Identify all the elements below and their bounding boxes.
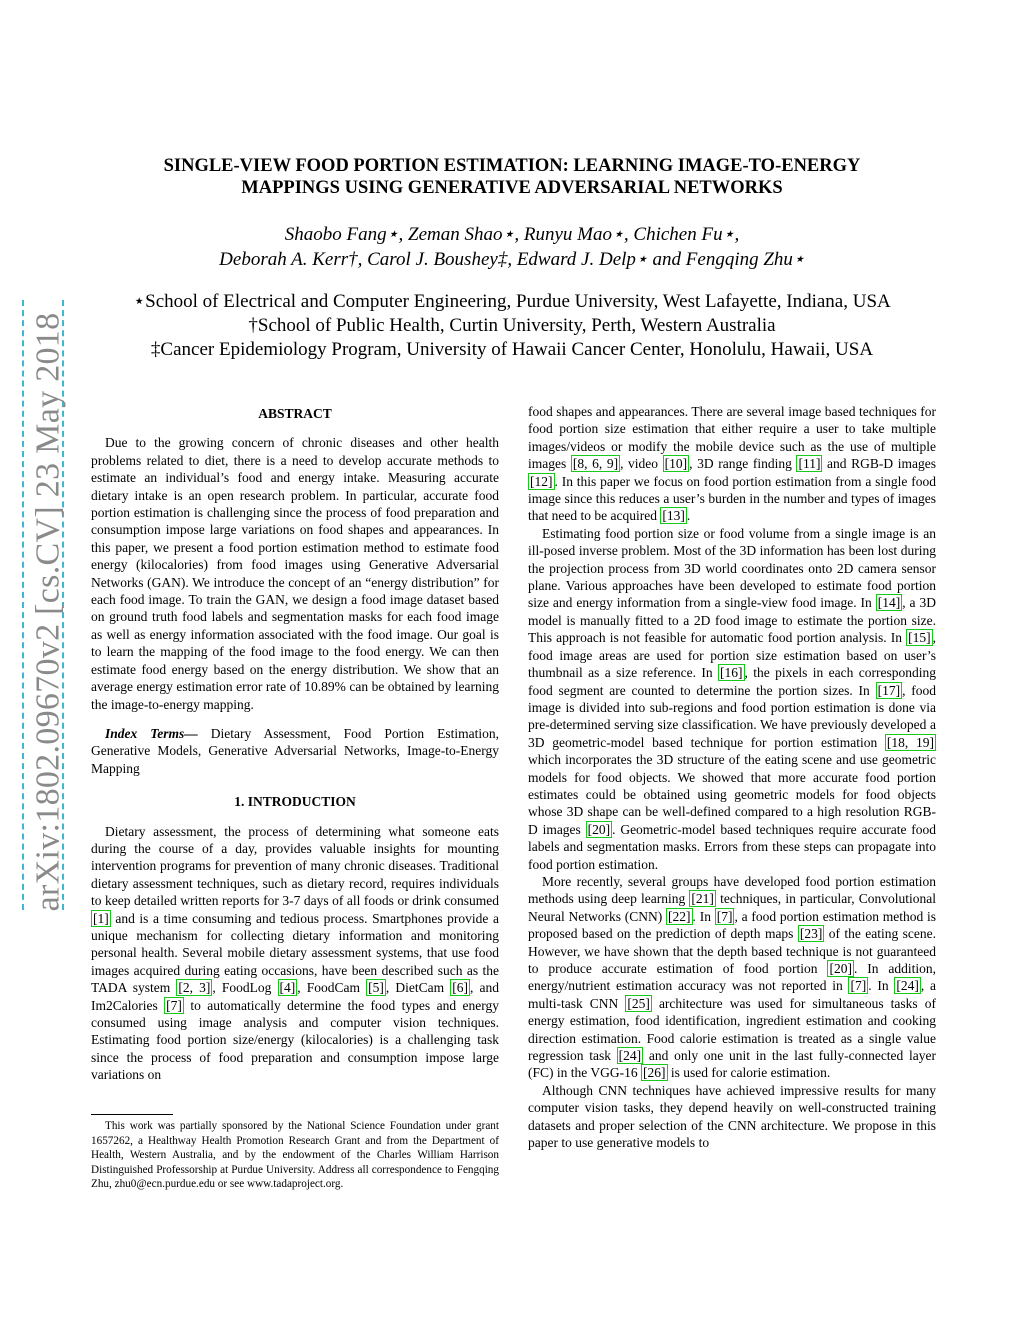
body-text: . In this paper we focus on food portion estimation from a single food image since this reduces a user’s burden in the number and types of images that need to be acquired [528,473,936,524]
body-text: , a 3D model is manually fitted to a 2D food image to estimate the portion size. This approach is not feasible for automatic food portion analysis. In [528,595,936,646]
body-text: . In [692,908,715,924]
intro-paragraph-1 [91,823,499,1084]
body-text: . [686,508,691,524]
body-text: techniques, in particular, Convolutional Neural Networks (CNN) [528,891,936,924]
footnote [91,1119,499,1192]
citation-link[interactable]: [13] [662,508,685,524]
body-text: which incorporates the 3D structure of the eating scene and use geometric models for food objects. We showed that more accurate food portion estimates could be obtained using geometric models for food objects whose 3D shape can be well-defined compared to a high resolution RGB-D images [528,752,936,837]
citation-link[interactable]: [20] [829,961,852,976]
body-text: Estimating food portion size or food volume from a single image is an ill-posed inverse problem. Most of the 3D information has been lost during the projection process from 3D world coordinates onto 2D camera sensor plane. Various approaches have been developed to estimate food portion size and energy information from a single-view food image. In [528,525,936,611]
index-terms [91,725,499,777]
intro-text: Dietary assessment, the process of determining what someone eats during the course of a day, provides valuable insights for mounting intervention programs for prevention of many chronic diseases. Traditional dietary assessment techniques, such as dietary record, requires individuals to keep detailed written reports for 3-7 days of all foods or drink consumed [91,823,499,909]
citation-link[interactable]: [26] [643,1065,666,1081]
citation-link[interactable]: [10] [664,456,688,472]
body-text: More recently, several groups have developed food portion estimation methods using deep learning [528,873,936,907]
body-text: of the eating scene. However, we have shown that the depth based technique is not guaranteed to produce accurate estimation of food portion [528,926,936,976]
body-text: , food image areas are used for portion size estimation based on user’s thumbnail as a size reference. In [528,630,936,681]
title-line-1: SINGLE-VIEW FOOD PORTION ESTIMATION: LEARNING IMAGE-TO-ENERGY [163,156,861,176]
citation-link[interactable]: [12] [530,473,553,489]
body-paragraph-3 [528,873,936,1082]
body-text: and only one unit in the last fully-connected layer (FC) in the VGG-16 [528,1048,936,1081]
authors-line-2: Deborah A. Kerr†, Carol J. Boushey‡, Edward J. Delp⋆ and Fengqing Zhu⋆ [219,249,805,270]
body-paragraph-4: Although CNN techniques have achieved impressive results for many computer vision tasks, they depend heavily on well-constructed training datasets and proper selection of the CNN architecture. We propose in this paper to use generative models to [528,1082,936,1151]
affiliation-curtin: †School of Public Health, Curtin University, Perth, Western Australia [248,315,776,336]
body-text: is used for calorie estimation. [667,1065,831,1081]
citation-link[interactable]: [14] [877,595,901,611]
arxiv-id-text: arXiv:1802.09670v2 [cs.CV] 23 May 2018 [29,312,66,912]
footnote-rule [91,1114,173,1115]
affiliations [100,290,924,362]
intro-text: to automatically determine the food types and energy consumed using image analysis and computer vision techniques. Estimating food portion size/energy (kilocalories) is a challenging task since the process of food preparation and consumption impose large variations on [91,997,499,1083]
citation-link[interactable]: [5] [368,980,384,996]
body-text: , the pixels in each corresponding food segment are counted to determine the portion sizes. In [528,665,936,698]
citation-link[interactable]: [2, 3] [178,980,211,996]
abstract-heading: ABSTRACT [258,406,332,421]
body-text: , video [620,456,663,472]
abstract-text: Due to the growing concern of chronic diseases and other health problems related to diet, there is a need to develop accurate methods to estimate an individual’s food and energy intake. Measuring accurate dietary intake is an open research problem. In particular, accurate food portion estimation is challenging since the process of food preparation and consumption impose large variations on food shapes and appearances. In this paper, we present a food portion estimation method to estimate food energy (kilocalories) from food images using Generative Adversarial Networks (GAN). We introduce the concept of an “energy distribution” for each food image. To train the GAN, we design a food image dataset based on ground truth food labels and segmentation masks for each food image as well as energy information associated with the food image. Our goal is to learn the mapping of the food image to the food energy. We can then estimate food energy based on the energy distribution. We show that an average energy estimation error rate of 10.89% can be obtained by learning the image-to-energy mapping. [91,435,499,712]
citation-link[interactable]: [7] [166,997,182,1013]
citation-link[interactable]: [25] [627,995,650,1011]
citation-link[interactable]: [17] [877,682,901,698]
citation-link[interactable]: [8, 6, 9] [572,456,619,472]
citation-link[interactable]: [6] [452,980,468,996]
paper-title [110,155,914,199]
intro-text: and is a time consuming and tedious process. Smartphones provide a unique mechanism for collecting dietary information and monitoring personal health. Several mobile dietary assessment systems, that use food images acquired during eating occasions, have been described such as the TADA system [91,910,499,996]
right-column [528,403,936,1151]
intro-text: , FoodCam [297,980,367,996]
footnote-text: This work was partially sponsored by the National Science Foundation under grant 1657262, a Healthway Health Promotion Research Grant and from the Department of Health, Western Australia, and by the endowment of the Charles William Harrison Distinguished Professorship at Purdue University. Address all correspondence to Fengqing Zhu, zhu0@ecn.purdue.edu or see www.tadaproject.org. [91,1120,499,1191]
citation-link[interactable]: [18, 19] [886,734,935,750]
body-text: , a multi-task CNN [528,978,936,1011]
citation-link[interactable]: [22] [668,908,691,924]
citation-link[interactable]: [1] [93,910,109,926]
body-text: architecture was used for simultaneous tasks of energy estimation, food identification, ingredient estimation and cooking direction estimation. Food calorie estimation is treated as a single value regression task [528,995,936,1064]
body-text: food shapes and appearances. There are several image based techniques for food portion size estimation that either require a user to take multiple images/videos or modify the mobile device such as the use of multiple images [528,404,936,472]
intro-text: , FoodLog [212,980,278,996]
intro-text: , and Im2Calories [91,980,499,1013]
introduction-heading: 1. INTRODUCTION [234,794,356,810]
arxiv-identifier-stamp [2,312,94,912]
title-line-2: MAPPINGS USING GENERATIVE ADVERSARIAL NETWORKS [241,178,783,198]
body-text: . In [868,978,895,994]
citation-link[interactable]: [11] [798,456,821,472]
author-list [110,222,914,272]
body-text: , food image is divided into sub-regions and food portion estimation is done via pre-determined serving size classification. We have previously developed a 3D geometric-model based technique for portion estimation [528,682,936,750]
body-paragraph-2 [528,525,936,873]
body-text: and RGB-D images [822,456,937,472]
affiliation-hawaii: ‡Cancer Epidemiology Program, University of Hawaii Cancer Center, Honolulu, Hawaii, USA [150,339,874,360]
citation-link[interactable]: [24] [896,978,919,994]
body-paragraph-1 [528,403,936,525]
citation-link[interactable]: [16] [720,665,743,681]
citation-link[interactable]: [7] [716,908,733,924]
left-column [91,405,499,1084]
index-terms-text: Dietary Assessment, Food Portion Estimation, Generative Models, Generative Adversarial Networks, Image-to-Energy Mapping [91,725,499,776]
intro-text: , DietCam [385,980,451,996]
citation-link[interactable]: [15] [908,630,931,646]
citation-link[interactable]: [20] [587,821,611,837]
body-text: , 3D range finding [689,456,797,472]
body-text: . Geometric-model based techniques require accurate food labels and segmentation masks. Errors from these steps can propagate into food portion estimation. [528,821,936,872]
citation-link[interactable]: [23] [799,926,823,942]
body-text: , a food portion estimation method is proposed based on the prediction of depth maps [528,908,936,942]
affiliation-purdue: ⋆School of Electrical and Computer Engineering, Purdue University, West Lafayette, Indiana, USA [133,291,891,312]
citation-link[interactable]: [7] [850,978,867,994]
authors-line-1: Shaobo Fang⋆, Zeman Shao⋆, Runyu Mao⋆, Chichen Fu⋆, [284,224,740,245]
citation-link[interactable]: [4] [279,980,296,996]
citation-link[interactable]: [21] [691,891,714,907]
index-terms-label: Index Terms— [105,725,198,741]
citation-link[interactable]: [24] [618,1048,642,1064]
body-text: . In addition, energy/nutrient estimation accuracy was not reported in [528,961,936,994]
